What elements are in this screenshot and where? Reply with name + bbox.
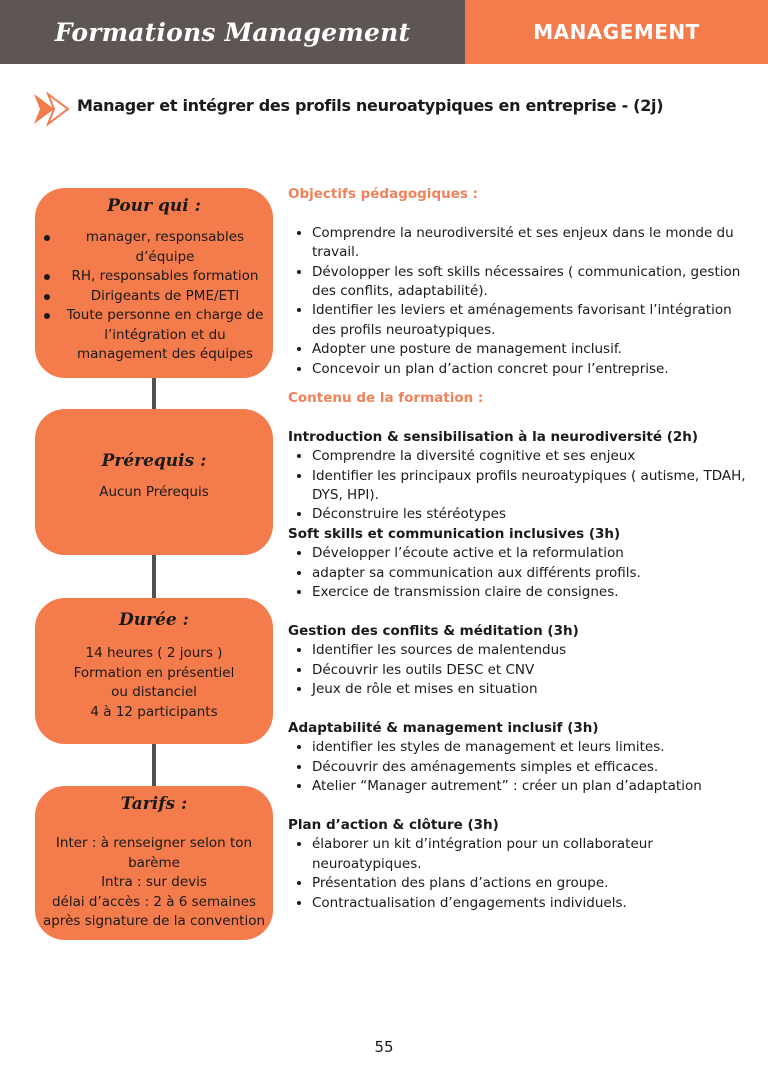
tarifs-line: Inter : à renseigner selon ton barème [55, 835, 253, 871]
list-item: • Jeux de rôle et mises en situation [312, 680, 758, 699]
course-details [288, 185, 758, 913]
list-item: • élaborer un kit d’intégration pour un collaborateur neuroatypiques. [312, 835, 758, 874]
header-title: Formations Management [54, 17, 411, 47]
tarifs-card [35, 786, 273, 940]
header-bar [0, 0, 465, 64]
list-item: • identifier les styles de management et leurs limites. [312, 738, 758, 757]
tarifs-line: délai d’accès : 2 à 6 semaines après signature de la convention [42, 893, 266, 929]
page-number: 55 [374, 1038, 394, 1056]
list-item: • Dévolopper les soft skills nécessaires ( communication, gestion des conflits, adaptabilité). [312, 263, 758, 302]
prerequis-title: Prérequis : [101, 451, 207, 471]
duree-line: 4 à 12 participants [90, 703, 218, 720]
list-item: manager, responsables d’équipe [41, 228, 267, 267]
list-item: • Identifier les leviers et aménagements favorisant l’intégration des profils neuroatypiques. [312, 301, 758, 340]
list-item: • Comprendre la diversité cognitive et ses enjeux [312, 447, 758, 466]
module-title: Gestion des conflits & méditation (3h) [288, 622, 579, 639]
module-title: Soft skills et communication inclusives (3h) [288, 525, 621, 542]
pour-qui-card [35, 188, 273, 378]
list-item: • Découvrir des aménagements simples et efficaces. [312, 758, 758, 777]
list-item: RH, responsables formation [41, 267, 267, 287]
list-item: • Contractualisation d’engagements individuels. [312, 894, 758, 913]
duree-card [35, 598, 273, 744]
module-list [288, 544, 758, 602]
list-item: • adapter sa communication aux différents profils. [312, 564, 758, 583]
module-list [288, 835, 758, 913]
list-item: • Concevoir un plan d’action concret pour l’entreprise. [312, 360, 758, 379]
duree-title: Durée : [119, 610, 189, 630]
module-list [288, 738, 758, 796]
prerequis-card [35, 409, 273, 555]
double-chevron-icon [32, 92, 72, 126]
list-item: • Comprendre la neurodiversité et ses enjeux dans le monde du travail. [312, 224, 758, 263]
header-tag-box [465, 0, 768, 64]
list-item: • Atelier “Manager autrement” : créer un plan d’adaptation [312, 777, 758, 796]
module-list [288, 447, 758, 525]
duree-line: ou distanciel [111, 684, 197, 700]
prerequis-text: Aucun Prérequis [99, 484, 209, 500]
tarifs-line: Intra : sur devis [101, 874, 207, 890]
objectifs-list [288, 224, 758, 379]
list-item: • Identifier les principaux profils neuroatypiques ( autisme, TDAH, DYS, HPI). [312, 467, 758, 506]
module-title: Introduction & sensibilisation à la neurodiversité (2h) [288, 428, 699, 445]
duree-line: Formation en présentiel [73, 664, 235, 681]
list-item: Dirigeants de PME/ETI [41, 287, 267, 307]
module-title: Plan d’action & clôture (3h) [288, 816, 499, 833]
module-title: Adaptabilité & management inclusif (3h) [288, 719, 599, 736]
list-item: • Présentation des plans d’actions en groupe. [312, 874, 758, 893]
contenu-title: Contenu de la formation : [288, 390, 484, 407]
list-item: Toute personne en charge de l’intégration et du management des équipes [41, 306, 267, 365]
list-item: • Adopter une posture de management inclusif. [312, 340, 758, 359]
course-title: Manager et intégrer des profils neuroatypiques en entreprise - (2j) [77, 96, 664, 115]
module-list [288, 641, 758, 699]
pour-qui-title: Pour qui : [107, 196, 201, 216]
list-item: • Identifier les sources de malentendus [312, 641, 758, 660]
objectifs-title: Objectifs pédagogiques : [288, 186, 479, 202]
list-item: • Découvrir les outils DESC et CNV [312, 661, 758, 680]
duree-line: 14 heures ( 2 jours ) [85, 645, 223, 661]
header-tag: MANAGEMENT [533, 20, 700, 44]
list-item: • Déconstruire les stéréotypes [312, 505, 758, 524]
list-item: • Exercice de transmission claire de consignes. [312, 583, 758, 602]
pour-qui-list [41, 228, 267, 365]
list-item: • Développer l’écoute active et la reformulation [312, 544, 758, 563]
tarifs-title: Tarifs : [120, 794, 188, 814]
